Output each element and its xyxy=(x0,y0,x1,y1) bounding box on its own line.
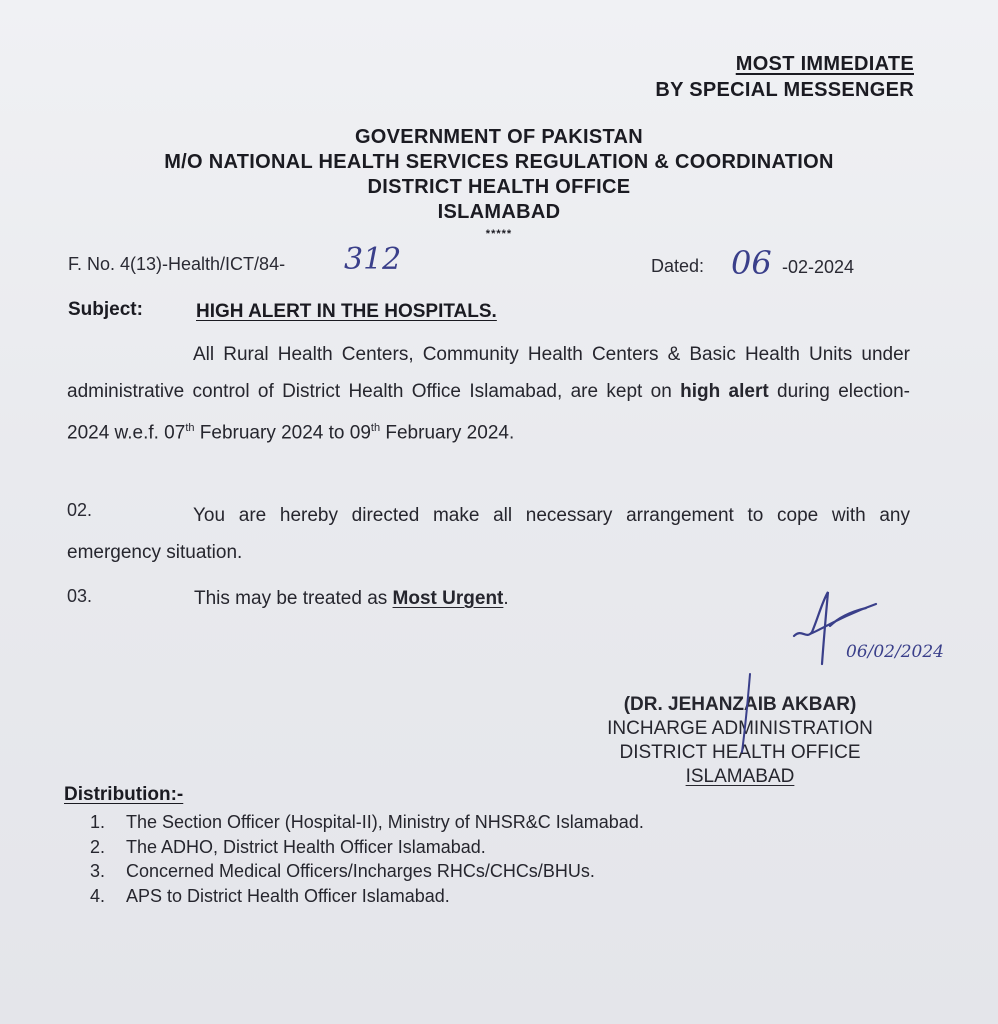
paragraph-2 xyxy=(67,497,910,571)
paragraph-3-number: 03. xyxy=(67,586,93,606)
dated-day-handwritten: 06 xyxy=(731,244,772,282)
paragraph-2-number: 02. xyxy=(67,500,93,520)
p3-bold: Most Urgent xyxy=(392,588,504,609)
distribution-title: Distribution:- xyxy=(64,784,184,805)
header-separator: ***** xyxy=(485,228,513,240)
p3-end: . xyxy=(503,588,509,609)
file-number-prefix: F. No. 4(13)-Health/ICT/84- xyxy=(68,254,286,274)
list-item: 1. The Section Officer (Hospital-II), Ministry of NHSR&C Islamabad. xyxy=(90,812,644,832)
distribution-list xyxy=(90,810,644,908)
paragraph-3 xyxy=(194,588,509,610)
subject-text: HIGH ALERT IN THE HOSPITALS. xyxy=(196,301,497,322)
signatory-city: ISLAMABAD xyxy=(685,766,795,787)
p1-sup-1: th xyxy=(185,422,195,434)
p2-text: You are hereby directed make all necessary arrangement to cope with any emergency situation. xyxy=(67,505,910,563)
priority-label: MOST IMMEDIATE xyxy=(735,53,914,75)
list-item: 3. Concerned Medical Officers/Incharges RHCs/CHCs/BHUs. xyxy=(90,861,595,881)
file-number-handwritten: 312 xyxy=(344,242,402,277)
signatory-office: DISTRICT HEALTH OFFICE xyxy=(619,742,861,763)
p1-bold: high alert xyxy=(680,381,769,402)
p1-text-d: February 2024. xyxy=(380,422,515,444)
letterhead-office: DISTRICT HEALTH OFFICE xyxy=(367,176,631,198)
signature-date-handwritten: 06/02/2024 xyxy=(846,642,944,662)
file-number xyxy=(68,254,285,275)
subject-label: Subject: xyxy=(68,299,143,320)
letterhead-government: GOVERNMENT OF PAKISTAN xyxy=(354,126,644,148)
signatory-title: INCHARGE ADMINISTRATION xyxy=(607,718,873,739)
paragraph-1 xyxy=(67,336,910,451)
p3-text: This may be treated as xyxy=(194,588,393,609)
letterhead-city: ISLAMABAD xyxy=(437,201,561,223)
p1-sup-2: th xyxy=(370,422,381,434)
signature-stroke xyxy=(736,672,760,756)
signatory-city-wrap xyxy=(560,765,920,789)
letterhead-ministry: M/O NATIONAL HEALTH SERVICES REGULATION & COORDINATION xyxy=(164,151,834,173)
signatory-name: (DR. JEHANZAIB AKBAR) xyxy=(623,694,857,715)
dated-label: Dated: xyxy=(651,256,705,276)
p1-text-b: during election-2024 w.e.f. 07 xyxy=(67,381,911,444)
list-item: 2. The ADHO, District Health Officer Islamabad. xyxy=(90,836,486,857)
list-item: 4. APS to District Health Officer Islamabad. xyxy=(90,885,450,906)
p1-text-c: February 2024 to 09 xyxy=(194,422,371,444)
dated-rest: -02-2024 xyxy=(782,257,855,277)
p1-text-a: All Rural Health Centers, Community Health Centers & Basic Health Units under administrative control of District Health Office Islamabad, are kept on xyxy=(67,344,910,402)
delivery-label: BY SPECIAL MESSENGER xyxy=(655,79,914,101)
